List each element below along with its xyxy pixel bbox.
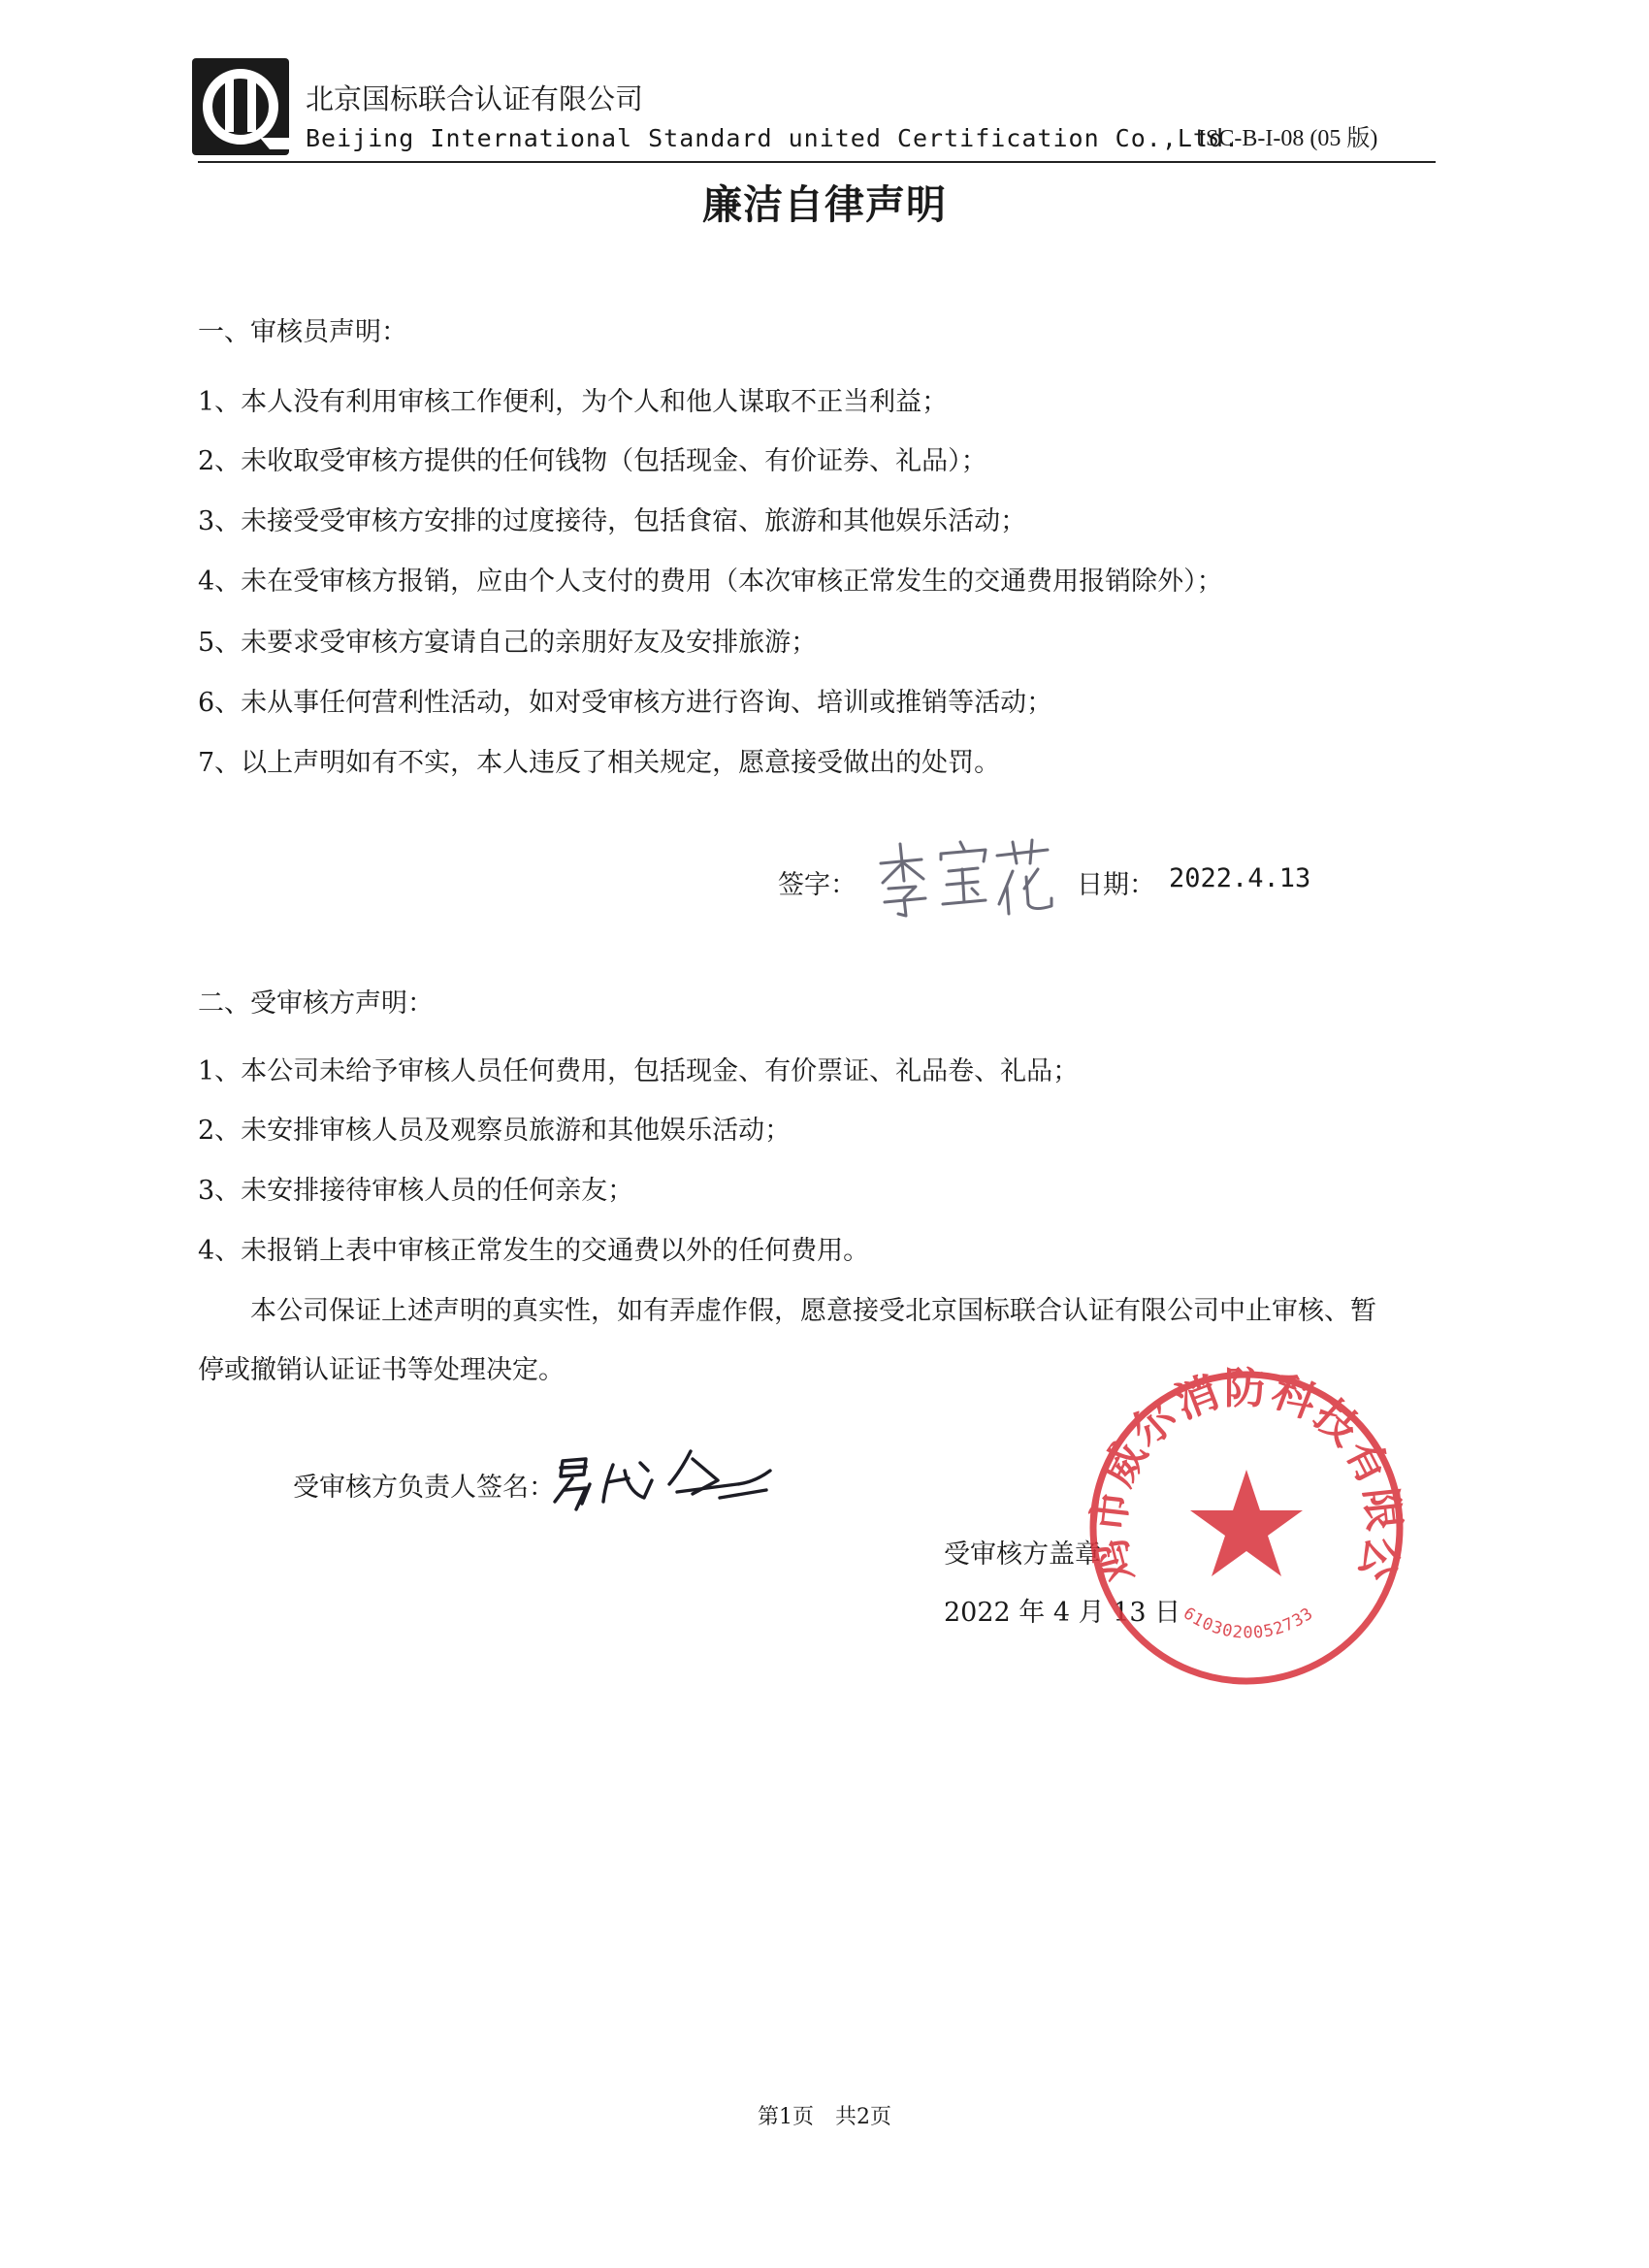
auditee-rep-signature-handwriting [547, 1442, 780, 1519]
section1-item-3: 3、未接受受审核方安排的过度接待，包括食宿、旅游和其他娱乐活动； [198, 506, 1027, 536]
auditor-signature-label: 签字： [778, 870, 857, 900]
guarantee-paragraph-line1: 本公司保证上述声明的真实性，如有弄虚作假，愿意接受北京国标联合认证有限公司中止审核、暂 [250, 1296, 1376, 1326]
document-title: 廉洁自律声明 [702, 181, 947, 228]
auditee-rep-signature-label: 受审核方负责人签名： [293, 1473, 555, 1503]
section2-item-1: 1、本公司未给予审核人员任何费用，包括现金、有价票证、礼品卷、礼品； [198, 1056, 1080, 1086]
section1-item-7: 7、以上声明如有不实，本人违反了相关规定，愿意接受做出的处罚。 [198, 748, 1001, 778]
auditee-seal-label: 受审核方盖章 [944, 1539, 1101, 1570]
section2-item-3: 3、未安排接待审核人员的任何亲友； [198, 1176, 634, 1206]
auditor-date-label: 日期： [1077, 870, 1155, 900]
company-seal-stamp [1082, 1363, 1411, 1693]
section1-heading: 一、审核员声明： [198, 317, 407, 347]
guarantee-paragraph-line2: 停或撤销认证证书等处理决定。 [198, 1355, 565, 1385]
section2-item-4: 4、未报销上表中审核正常发生的交通费以外的任何费用。 [198, 1236, 870, 1266]
company-logo-icon [190, 56, 291, 157]
section2-heading: 二、受审核方声明： [198, 988, 434, 1019]
company-name-cn: 北京国标联合认证有限公司 [306, 82, 644, 115]
auditor-date-value: 2022.4.13 [1169, 863, 1311, 893]
section1-item-1: 1、本人没有利用审核工作便利，为个人和他人谋取不正当利益； [198, 387, 949, 417]
document-code: ISC-B-I-08 (05 版) [1198, 126, 1378, 151]
section2-item-2: 2、未安排审核人员及观察员旅游和其他娱乐活动； [198, 1116, 792, 1146]
section1-item-5: 5、未要求受审核方宴请自己的亲朋好友及安排旅游； [198, 628, 818, 658]
section1-item-4: 4、未在受审核方报销，应由个人支付的费用（本次审核正常发生的交通费用报销除外）； [198, 567, 1223, 597]
page-footer: 第1页 共2页 [758, 2105, 891, 2129]
section1-item-6: 6、未从事任何营利性活动，如对受审核方进行咨询、培训或推销等活动； [198, 688, 1053, 718]
seal-number-text: 6103020052733 [1179, 1604, 1318, 1643]
auditee-seal-date: 2022 年 4 月 13 日 [944, 1598, 1181, 1628]
seal-company-text: 鸡市威尔消防科技有限公 [1083, 1364, 1409, 1588]
header-divider [198, 161, 1436, 163]
company-name-en: Beijing International Standard united Certification Co.,Ltd. [306, 124, 1241, 152]
auditor-signature-handwriting [871, 834, 1055, 922]
section1-item-2: 2、未收取受审核方提供的任何钱物（包括现金、有价证券、礼品）； [198, 446, 987, 476]
svg-text:6103020052733 [1180, 1604, 1317, 1642]
